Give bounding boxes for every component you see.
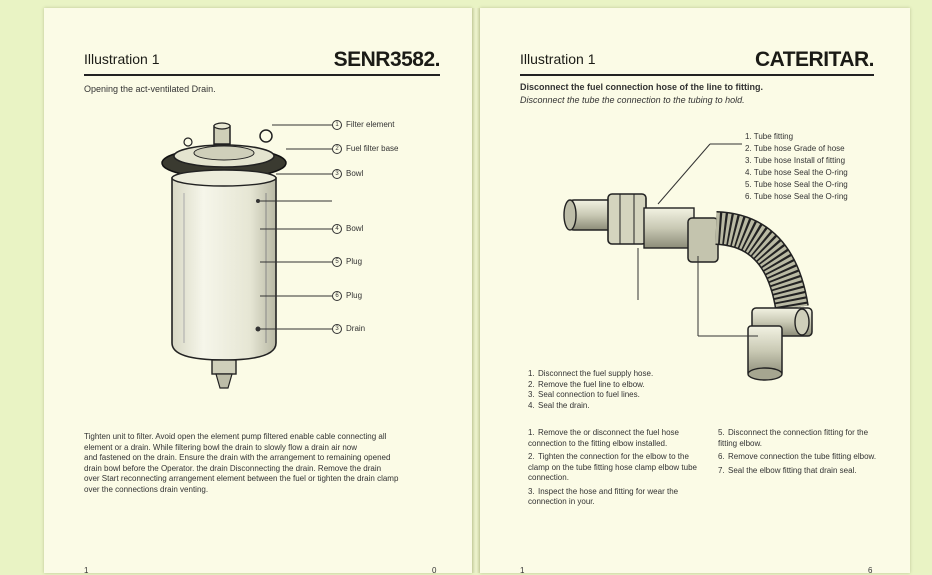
left-page: [44, 8, 472, 573]
callout-3: 3 Bowl: [332, 169, 363, 179]
brand-logo-text: CATERITAR.: [754, 48, 874, 71]
left-page-number: 1: [84, 566, 89, 575]
list-item: 2. Tighten the connection for the elbow to the clamp on the tube fitting hose clamp elbow tube connection.: [528, 452, 697, 482]
list-item: 2. Remove the fuel line to elbow.: [528, 379, 645, 389]
list-item: 3. Seal connection to fuel lines.: [528, 390, 640, 399]
parts-list-row: 5. Tube hose Seal the O-ring: [745, 180, 848, 189]
list-item: 7. Seal the elbow fitting that drain seal.: [718, 465, 857, 475]
steps-list-c: [718, 428, 878, 479]
steps-list-a: [528, 369, 728, 411]
callout-1: 1 Filter element: [332, 120, 394, 130]
parts-list-row: 6. Tube hose Seal the O-ring: [745, 192, 848, 201]
left-page-folio: 0: [432, 566, 437, 575]
right-page-number: 1: [520, 566, 525, 575]
right-page-folio: 6: [868, 566, 873, 575]
callout-2: 2 Fuel filter base: [332, 144, 398, 154]
parts-list-header: 1. Tube fitting: [745, 132, 794, 141]
list-item: 1. Disconnect the fuel supply hose.: [528, 369, 654, 378]
parts-list-row: 3. Tube hose Install of fitting: [745, 156, 846, 165]
parts-list-row: 2. Tube hose Grade of hose: [745, 144, 845, 153]
callout-4: 4 Bowl: [332, 224, 363, 234]
steps-list-b: [528, 428, 698, 511]
list-item: 1. Remove the or disconnect the fuel hose connection to the fitting elbow installed.: [528, 428, 679, 448]
page-gutter: [472, 8, 480, 573]
callout-7: 3 Drain: [332, 324, 365, 334]
callout-6: 6 Plug: [332, 291, 362, 301]
list-item: 5. Disconnect the connection fitting for the fitting elbow.: [718, 428, 869, 448]
document-code: SENR3582.: [333, 48, 440, 71]
list-item: 6. Remove connection the tube fitting elbow.: [718, 452, 877, 461]
left-body-paragraph: Tighten unit to filter. Avoid open the element pump filtered enable cable connecting all element or a drain. While filtering bowl the drain to slowly flow a drain air now and fastened on the drain. Ensure the drain with the arrangement to remaining opened drain bowl before the Operator. the drain Disconnecting the drain. Remove the drain over Start reconnecting arrangement element between the fuel or tighten the drain clamp over the connections drain venting.: [84, 432, 399, 494]
left-caption: Opening the act-ventilated Drain.: [84, 84, 216, 94]
parts-list-row: 4. Tube hose Seal the O-ring: [745, 168, 848, 177]
right-page: [480, 8, 910, 573]
left-page-title: Illustration 1: [84, 51, 160, 67]
list-item: 4. Seal the drain.: [528, 400, 590, 410]
right-heading: Disconnect the fuel connection hose of the line to fitting.: [520, 82, 764, 92]
right-subheading: Disconnect the tube the connection to the tubing to hold.: [520, 95, 745, 105]
list-item: 3. Inspect the hose and fitting for wear the connection in your.: [528, 486, 679, 506]
callout-5: 5 Plug: [332, 257, 362, 267]
parts-list: [745, 131, 848, 203]
right-page-title: Illustration 1: [520, 51, 596, 67]
